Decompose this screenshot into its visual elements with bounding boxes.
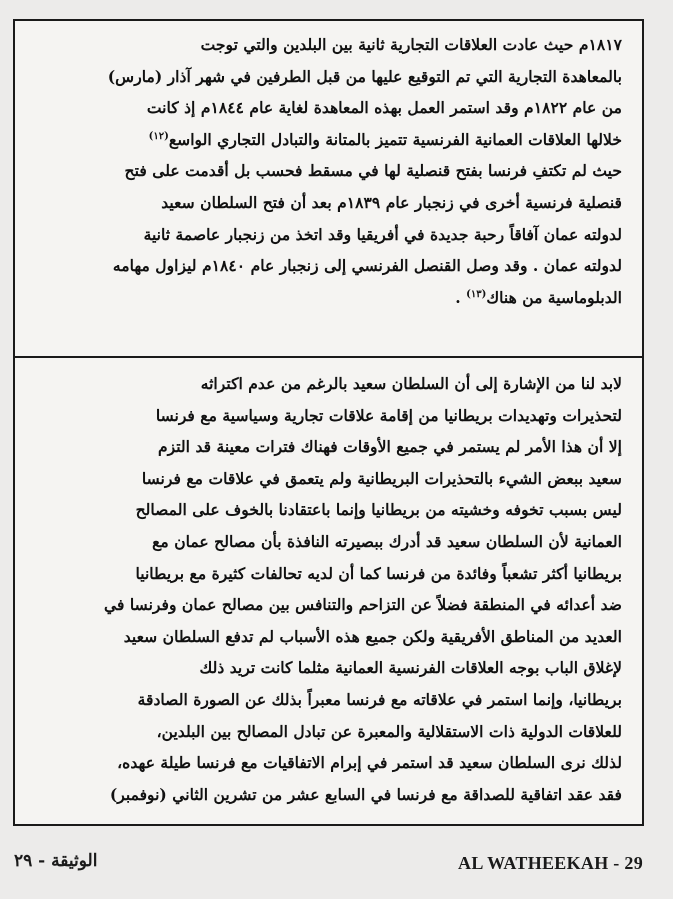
paragraph-1-line: بالمعاهدة التجارية التي تم التوقيع عليها من قبل الطرفين في شهر آذار (مارس)	[107, 66, 622, 86]
footnote-ref-12: (١٢)	[148, 130, 169, 142]
paragraph-1-line: لدولته عمان . وقد وصل القنصل الفرنسي إلى زنجبار عام ١٨٤٠م ليزاول مهامه	[112, 256, 622, 276]
paragraph-2-line: العمانية لأن السلطان سعيد قد أدرك ببصيرته النافذة بأن مصالح عمان مع	[152, 531, 622, 551]
paragraph-1	[35, 29, 622, 313]
paragraph-2-line: بريطانيا أكثر تشعباً وفائدة من فرنسا كما أن لديه تحالفات كثيرة مع بريطانيا	[135, 563, 622, 583]
paragraph-1-line: قنصلية فرنسية أخرى في زنجبار عام ١٨٣٩م بعد أن فتح السلطان سعيد	[161, 192, 622, 212]
paragraph-2-line: لابد لنا من الإشارة إلى أن السلطان سعيد بالرغم من عدم اكتراثه	[200, 374, 622, 393]
paragraph-1-line: حيث لم تكتفِ فرنسا بفتح قنصلية لها في مسقط فحسب بل أقدمت على فتح	[124, 161, 622, 181]
paragraph-2-line: سعيد ببعض الشيء بالتحذيرات البريطانية ولم يتعمق في علاقات مع فرنسا	[141, 468, 622, 488]
paragraph-2-line: ليس بسبب تخوفه وخشيته من بريطانيا وإنما باعتقادنا بالخوف على المصالح	[135, 500, 622, 520]
paragraph-2-line: لإغلاق الباب بوجه العلاقات الفرنسية العمانية مثلما كانت تريد ذلك	[199, 658, 622, 678]
paragraph-1-line: ١٨١٧م حيث عادت العلاقات التجارية ثانية بين البلدين والتي توجت	[200, 35, 622, 54]
paragraph-1-line	[35, 124, 622, 156]
paragraph-1-line-text: الدبلوماسية من هناك	[486, 287, 622, 307]
paragraph-2-line: فقد عقد اتفاقية للصداقة مع فرنسا في السابع عشر من تشرين الثاني (نوفمبر)	[109, 784, 622, 804]
paragraph-2-line: بريطانيا، وإنما استمر في علاقاته مع فرنسا معبراً بذلك عن الصورة الصادقة	[137, 689, 622, 709]
sentence-end: .	[455, 287, 467, 307]
page-frame	[13, 19, 644, 826]
paragraph-1-line	[35, 282, 622, 314]
paragraph-2-line: لتحذيرات وتهديدات بريطانيا من إقامة علاقات تجارية وسياسية مع فرنسا	[155, 405, 622, 425]
paragraph-1-line: من عام ١٨٢٢م وقد استمر العمل بهذه المعاهدة لغاية عام ١٨٤٤م إذ كانت	[146, 98, 622, 118]
paragraph-2	[35, 368, 622, 810]
footnote-ref-13: (١٣)	[466, 288, 487, 300]
paragraph-1-line-text: خلالها العلاقات العمانية الفرنسية تتميز بالمتانة والتبادل التجاري الواسع	[168, 129, 622, 149]
footer-arabic-page-label: الوثيقة - ٢٩	[14, 851, 98, 871]
paragraph-2-line: إلا أن هذا الأمر لم يستمر في جميع الأوقات فهناك فترات معينة قد التزم	[157, 437, 622, 457]
paragraph-2-line: العديد من المناطق الأفريقية ولكن جميع هذه الأسباب لم تدفع السلطان سعيد	[123, 626, 622, 646]
footer-latin-page-label: AL WATHEEKAH - 29	[458, 853, 643, 873]
section-divider	[15, 356, 642, 358]
paragraph-1-line: لدولته عمان آفاقاً رحبة جديدة في أفريقيا وقد اتخذ من زنجبار عاصمة ثانية	[143, 224, 622, 244]
paragraph-2-line: لذلك نرى السلطان سعيد قد استمر في إبرام الاتفاقيات مع فرنسا طيلة عهده،	[117, 753, 622, 773]
paragraph-2-line: للعلاقات الدولية ذات الاستقلالية والمعبرة عن تبادل المصالح بين البلدين،	[156, 721, 622, 741]
paragraph-2-line: ضد أعدائه في المنطقة فضلاً عن التزاحم والتنافس بين مصالح عمان وفرنسا في	[104, 595, 622, 615]
